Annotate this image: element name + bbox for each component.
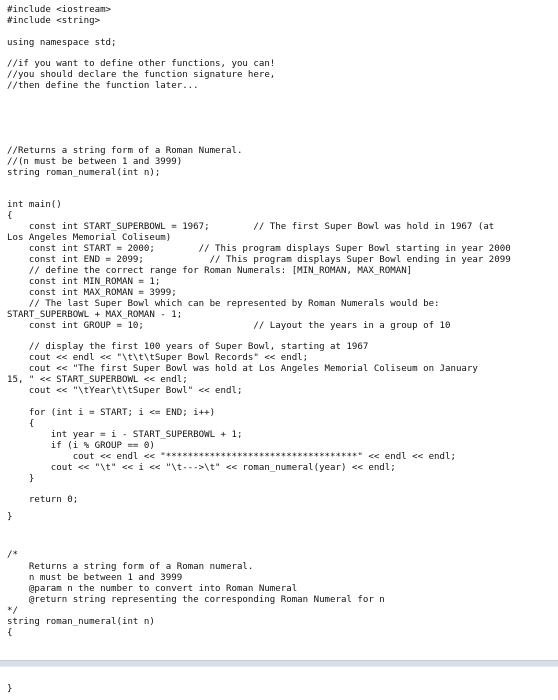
- code-line: if (i % GROUP == 0): [7, 441, 155, 451]
- code-line: {: [7, 419, 35, 429]
- section-divider: [0, 660, 558, 667]
- code-line: int year = i - START_SUPERBOWL + 1;: [7, 430, 243, 440]
- code-line: /*: [7, 550, 18, 560]
- code-line: // The last Super Bowl which can be represented by Roman Numerals would be:: [7, 299, 440, 309]
- code-line: const int MIN_ROMAN = 1;: [7, 277, 161, 287]
- code-line: cout << "\t" << i << "\t--->\t" << roman_numeral(year) << endl;: [7, 463, 396, 473]
- code-line: return 0;: [7, 495, 79, 505]
- code-line: const int END = 2099; // This program displays Super Bowl ending in year 2099: [7, 255, 511, 265]
- code-line: // display the first 100 years of Super Bowl, starting at 1967: [7, 342, 369, 352]
- code-line: START_SUPERBOWL + MAX_ROMAN - 1;: [7, 310, 183, 320]
- code-line: string roman_numeral(int n): [7, 617, 155, 627]
- code-line: //(n must be between 1 and 3999): [7, 157, 183, 167]
- code-line: //if you want to define other functions, you can!: [7, 59, 276, 69]
- code-line: cout << "\tYear\t\tSuper Bowl" << endl;: [7, 386, 243, 396]
- code-line: @param n the number to convert into Roman Numeral: [7, 584, 298, 594]
- code-line: int main(): [7, 200, 62, 210]
- code-line: string roman_numeral(int n);: [7, 168, 161, 178]
- code-line: n must be between 1 and 3999: [7, 573, 183, 583]
- code-line: const int START = 2000; // This program displays Super Bowl starting in year 2000: [7, 244, 511, 254]
- code-line: }: [7, 684, 13, 694]
- code-line: cout << endl << "\t\t\tSuper Bowl Records" << endl;: [7, 353, 309, 363]
- code-line: const int MAX_ROMAN = 3999;: [7, 288, 177, 298]
- code-line: cout << "The first Super Bowl was hold at Los Angeles Memorial Coliseum on January: [7, 364, 478, 374]
- code-line: }: [7, 512, 13, 522]
- code-line: {: [7, 211, 13, 221]
- code-line: //Returns a string form of a Roman Numeral.: [7, 146, 243, 156]
- code-line: // define the correct range for Roman Numerals: [MIN_ROMAN, MAX_ROMAN]: [7, 266, 413, 276]
- code-line: #include <iostream>: [7, 5, 112, 15]
- code-line: //then define the function later...: [7, 81, 199, 91]
- code-line: {: [7, 628, 13, 638]
- code-line: Returns a string form of a Roman numeral.: [7, 562, 254, 572]
- code-line: //you should declare the function signature here,: [7, 70, 276, 80]
- code-line: const int GROUP = 10; // Layout the years in a group of 10: [7, 321, 451, 331]
- code-line: #include <string>: [7, 16, 101, 26]
- code-line: 15, " << START_SUPERBOWL << endl;: [7, 375, 188, 385]
- code-line: }: [7, 474, 35, 484]
- code-line: Los Angeles Memorial Coliseum): [7, 233, 172, 243]
- code-line: using namespace std;: [7, 38, 117, 48]
- code-line: @return string representing the corresponding Roman Numeral for n: [7, 595, 385, 605]
- code-line: cout << endl << "***********************************" << endl << endl;: [7, 452, 456, 462]
- code-line: const int START_SUPERBOWL = 1967; // The first Super Bowl was hold in 1967 (at: [7, 222, 495, 232]
- code-line: */: [7, 606, 18, 616]
- code-line: for (int i = START; i <= END; i++): [7, 408, 216, 418]
